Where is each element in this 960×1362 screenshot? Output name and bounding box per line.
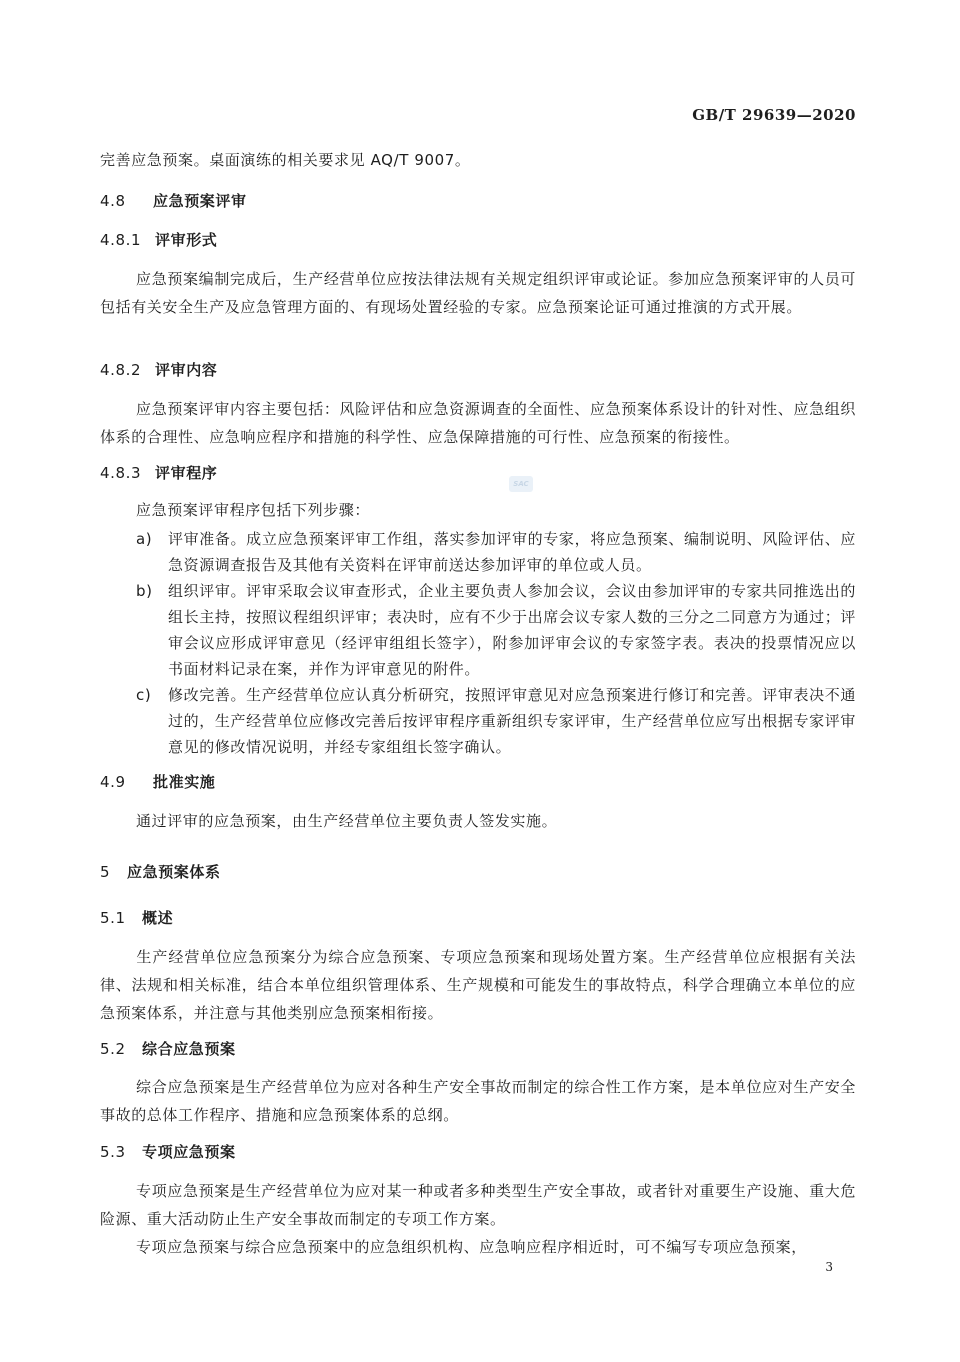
section-number: 4.9: [100, 773, 126, 791]
list-text: 评审准备。成立应急预案评审工作组，落实参加评审的专家，将应急预案、编制说明、风险评估、应急资源调查报告及其他有关资料在评审前送达参加评审的单位或人员。: [168, 530, 856, 574]
section-5-3-heading: [100, 1142, 236, 1162]
section-5-2-heading: [100, 1039, 236, 1059]
section-number: 4.8.2: [100, 361, 142, 379]
section-5-heading: [100, 862, 221, 882]
section-4-8-heading: [100, 191, 247, 211]
section-number: 4.8.3: [100, 464, 142, 482]
section-title: 评审形式: [155, 231, 218, 249]
intro-line: 完善应急预案。桌面演练的相关要求见 AQ/T 9007。: [100, 151, 471, 169]
section-number: 4.8.1: [100, 231, 142, 249]
section-4-8-3-lead: 应急预案评审程序包括下列步骤：: [136, 501, 371, 519]
list-marker: a): [136, 530, 153, 548]
section-number: 5.2: [100, 1040, 126, 1058]
section-title: 批准实施: [153, 773, 216, 791]
section-4-8-3-heading: [100, 463, 217, 483]
section-5-2-paragraph: 综合应急预案是生产经营单位为应对各种生产安全事故而制定的综合性工作方案，是本单位应对生产安全事故的总体工作程序、措施和应急预案体系的总纲。: [100, 1078, 856, 1124]
section-4-8-2-heading: [100, 360, 217, 380]
section-4-8-2-paragraph: 应急预案评审内容主要包括：风险评估和应急资源调查的全面性、应急预案体系设计的针对性、应急组织体系的合理性、应急响应程序和措施的科学性、应急保障措施的可行性、应急预案的衔接性。: [100, 400, 856, 446]
section-title: 应急预案评审: [153, 192, 247, 210]
list-item-c: [136, 682, 856, 760]
list-text: 组织评审。评审采取会议审查形式，企业主要负责人参加会议，会议由参加评审的专家共同推选出的组长主持，按照议程组织评审；表决时，应有不少于出席会议专家人数的三分之二同意方为通过；评审会议应形成评审意见（经评审组组长签字），附参加评审会议的专家签字表。表决的投票情况应以书面材料记录在案，并作为评审意见的附件。: [168, 582, 856, 678]
section-number: 5: [100, 863, 111, 881]
section-4-9-paragraph: 通过评审的应急预案，由生产经营单位主要负责人签发实施。: [136, 812, 558, 830]
section-number: 4.8: [100, 192, 126, 210]
section-title: 应急预案体系: [127, 863, 221, 881]
section-title: 评审程序: [155, 464, 218, 482]
section-4-8-1-heading: [100, 230, 217, 250]
page-number: 3: [825, 1260, 833, 1274]
list-text: 修改完善。生产经营单位应认真分析研究，按照评审意见对应急预案进行修订和完善。评审表决不通过的，生产经营单位应修改完善后按评审程序重新组织专家评审，生产经营单位应写出根据专家评审意见的修改情况说明，并经专家组组长签字确认。: [168, 686, 856, 756]
section-5-1-paragraph: 生产经营单位应急预案分为综合应急预案、专项应急预案和现场处置方案。生产经营单位应根据有关法律、法规和相关标准，结合本单位组织管理体系、生产规模和可能发生的事故特点，科学合理确立本单位的应急预案体系，并注意与其他类别应急预案相衔接。: [100, 948, 856, 1022]
section-5-1-heading: [100, 908, 173, 928]
section-4-9-heading: [100, 772, 215, 792]
section-title: 综合应急预案: [142, 1040, 236, 1058]
sac-watermark: SAC: [509, 476, 533, 492]
list-marker: b): [136, 582, 153, 600]
section-title: 概述: [142, 909, 174, 927]
section-title: 评审内容: [155, 361, 218, 379]
list-item-b: [136, 578, 856, 682]
section-4-8-1-paragraph: 应急预案编制完成后，生产经营单位应按法律法规有关规定组织评审或论证。参加应急预案评审的人员可包括有关安全生产及应急管理方面的、有现场处置经验的专家。应急预案论证可通过推演的方式开展。: [100, 270, 856, 316]
list-marker: c): [136, 686, 152, 704]
standard-code: GB/T 29639—2020: [692, 106, 856, 124]
section-number: 5.1: [100, 909, 126, 927]
list-item-a: [136, 526, 856, 578]
section-number: 5.3: [100, 1143, 126, 1161]
section-5-3-paragraph-2: 专项应急预案与综合应急预案中的应急组织机构、应急响应程序相近时，可不编写专项应急预案，: [136, 1238, 807, 1256]
section-5-3-paragraph-1: 专项应急预案是生产经营单位为应对某一种或者多种类型生产安全事故，或者针对重要生产设施、重大危险源、重大活动防止生产安全事故而制定的专项工作方案。: [100, 1182, 856, 1228]
section-title: 专项应急预案: [142, 1143, 236, 1161]
